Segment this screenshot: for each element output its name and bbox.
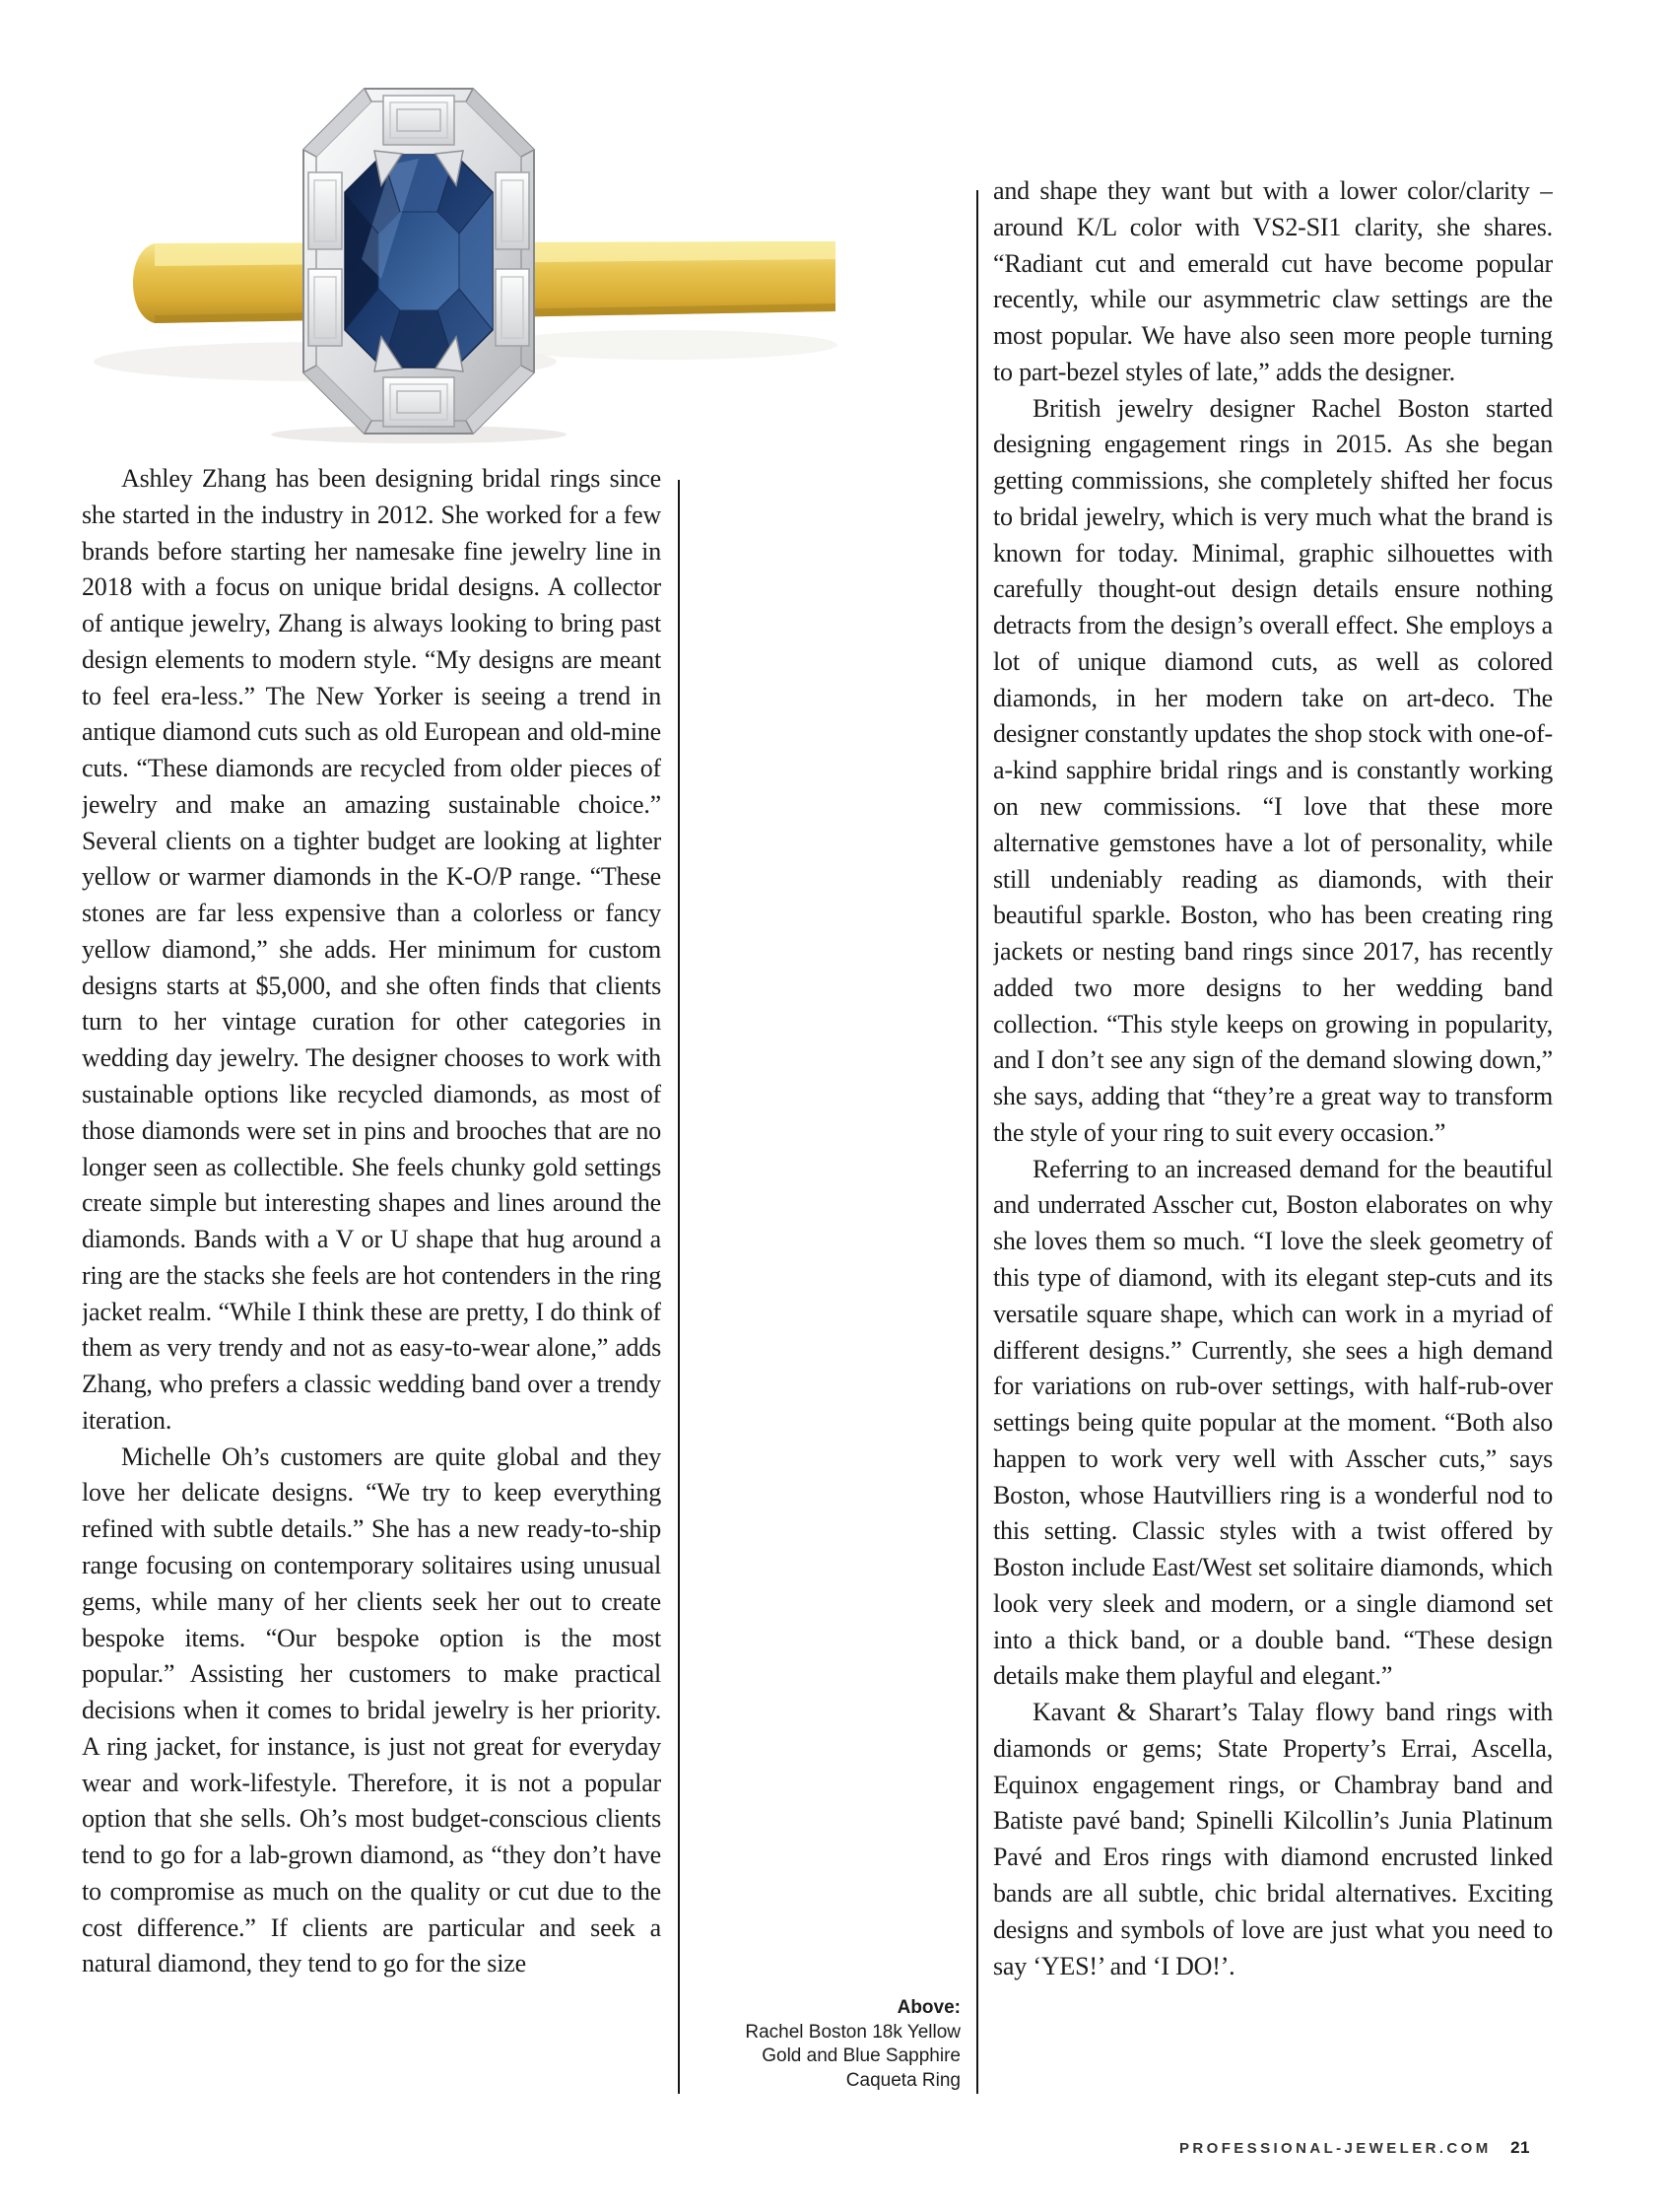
- caption-line: Gold and Blue Sapphire: [762, 2045, 961, 2067]
- caption-line: Caqueta Ring: [845, 2069, 961, 2091]
- footer-site: PROFESSIONAL-JEWELER.COM: [1179, 2140, 1492, 2157]
- page-number: 21: [1510, 2138, 1530, 2157]
- caption-line: Rachel Boston 18k Yellow: [745, 2021, 961, 2043]
- ring-photo: [94, 25, 852, 443]
- page-footer: [1179, 2138, 1530, 2158]
- column-divider-left: [678, 480, 680, 2094]
- paragraph-ashley-zhang: Ashley Zhang has been designing bridal rings since she started in the industry in 2012. She worked for a few brands before starting her namesake fine jewelry line in 2018 with a focus on unique bridal designs. A collector of antique jewelry, Zhang is always looking to bring past design elements to modern style. “My designs are meant to feel era-less.” The New Yorker is seeing a trend in antique diamond cuts such as old European and old-mine cuts. “These diamonds are recycled from older pieces of jewelry and make an amazing sustainable choice.” Several clients on a tighter budget are looking at lighter yellow or warmer diamonds in the K-O/P range. “These stones are far less expensive than a colorless or fancy yellow diamond,” she adds. Her minimum for custom designs starts at $5,000, and she often finds that clients turn to her vintage curation for other categories in wedding day jewelry. The designer chooses to work with sustainable options like recycled diamonds, as most of those diamonds were set in pins and brooches that are no longer seen as collectible. She feels chunky gold settings create simple but interesting shapes and lines around the diamonds. Bands with a V or U shape that hug around a ring are the stacks she feels are hot contenders in the ring jacket realm. “While I think these are pretty, I do think of them as very trendy and not as easy-to-wear alone,” adds Zhang, who prefers a classic wedding band over a trendy iteration.: [82, 464, 661, 1435]
- paragraph-michelle-oh: Michelle Oh’s customers are quite global and they love her delicate designs. “We try to keep everything refined with subtle details.” She has a new ready-to-ship range focusing on contemporary solitaires using unusual gems, while many of her clients seek her out to create bespoke items. “Our bespoke option is the most popular.” Assisting her customers to make practical decisions when it comes to bridal jewelry is her priority. A ring jacket, for instance, is just not great for everyday wear and work-lifestyle. Therefore, it is not a popular option that she sells. Oh’s most budget-conscious clients tend to go for a lab-grown diamond, as “they don’t have to compromise as much on the quality or cut due to the cost difference.” If clients are particular and seek a natural diamond, they tend to go for the size: [82, 1441, 661, 1978]
- paragraph-asscher-cut: Referring to an increased demand for the beautiful and underrated Asscher cut, Boston elaborates on why she loves them so much. “I love the sleek geometry of this type of diamond, with its elegant step-cuts and its versatile square shape, which can work in a myriad of different designs.” Currently, she sees a high demand for variations on rub-over settings, with half-rub-over settings being quite popular at the moment. “Both also happen to work very well with Asscher cuts,” says Boston, whose Hautvilliers ring is a wonderful nod to this setting. Classic styles with a twist offered by Boston include East/West set solitaire diamonds, which look very sleek and modern, or a single diamond set into a thick band, or a double band. “These design details make them playful and elegant.”: [993, 1154, 1553, 1691]
- article-column-left: [82, 461, 661, 2099]
- paragraph-michelle-oh-continued: and shape they want but with a lower color/clarity – around K/L color with VS2-SI1 clarity, she shares. “Radiant cut and emerald cut have become popular recently, while our asymmetric claw settings are the most popular. We have also seen more people turning to part-bezel styles of late,” adds the designer.: [993, 176, 1553, 386]
- ring-illustration: [94, 25, 852, 443]
- column-divider-right: [976, 190, 978, 2094]
- sapphire-gem: [345, 155, 493, 368]
- paragraph-rachel-boston: British jewelry designer Rachel Boston started designing engagement rings in 2015. As she began getting commissions, she completely shifted her focus to bridal jewelry, which is very much what the brand is known for today. Minimal, graphic silhouettes with carefully thought-out design details ensure nothing detracts from the design’s overall effect. She employs a lot of unique diamond cuts, as well as colored diamonds, in her modern take on art-deco. The designer constantly updates the shop stock with one-of-a-kind sapphire bridal rings and is constantly working on new commissions. “I love that these more alternative gemstones have a lot of personality, while still undeniably reading as diamonds, with their beautiful sparkle. Boston, who has been creating ring jackets or nesting band rings since 2017, has recently added two more designs to her wedding band collection. “This style keeps on growing in popularity, and I don’t see any sign of the demand slowing down,” she says, adding that “they’re a great way to transform the style of your ring to suit every occasion.”: [993, 393, 1553, 1147]
- caption-label: Above:: [897, 1997, 961, 2018]
- image-caption: [655, 1996, 961, 2093]
- paragraph-bridal-alternatives: Kavant & Sharart’s Talay flowy band rings with diamonds or gems; State Property’s Errai, Ascella, Equinox engagement rings, or Chambray band and Batiste pavé band; Spinelli Kilcollin’s Junia Platinum Pavé and Eros rings with diamond encrusted linked bands are all subtle, chic bridal alternatives. Exciting designs and symbols of love are just what you need to say ‘YES!’ and ‘I DO!’.: [993, 1698, 1553, 1980]
- article-column-right: [993, 173, 1553, 2099]
